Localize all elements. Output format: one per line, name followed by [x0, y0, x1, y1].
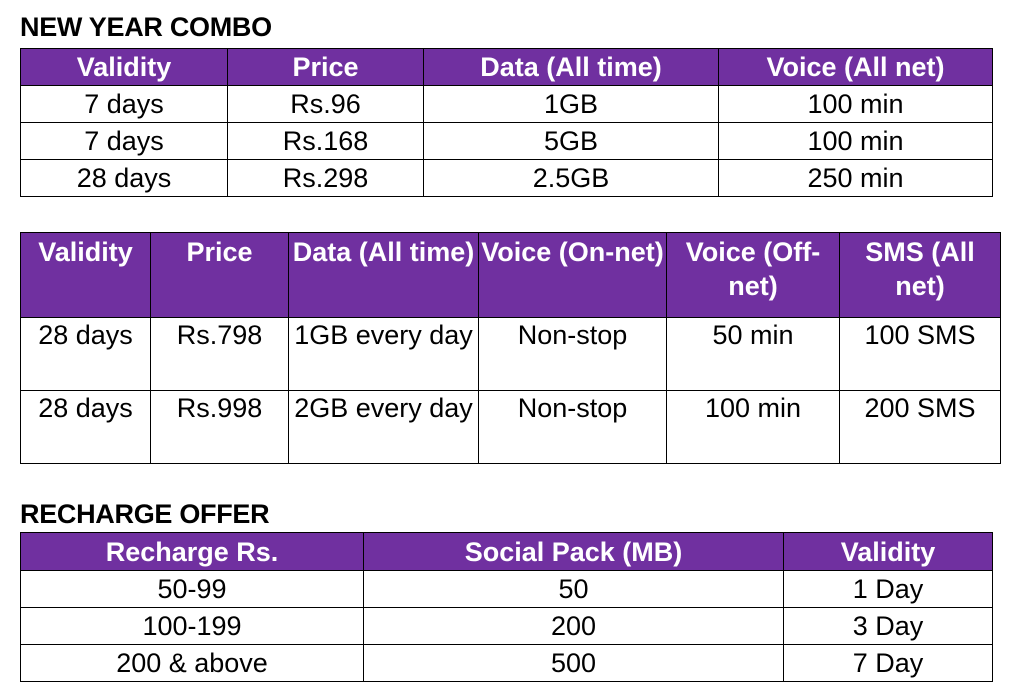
table-cell: Non-stop: [479, 391, 667, 464]
column-header: Validity: [21, 49, 228, 86]
column-header: Price: [151, 233, 289, 318]
table-header-row: [21, 533, 993, 571]
table-cell: Rs.298: [228, 160, 424, 197]
table-cell: 100 min: [667, 391, 840, 464]
table-cell: 250 min: [719, 160, 993, 197]
column-header: Voice (On-net): [479, 233, 667, 318]
column-header: Validity: [21, 233, 151, 318]
table-cell: 100 min: [719, 123, 993, 160]
table-header-row: [21, 233, 1001, 318]
table-cell: 3 Day: [784, 608, 993, 645]
column-header: SMS (All net): [840, 233, 1001, 318]
table-cell: 28 days: [21, 160, 228, 197]
table-cell: 100-199: [21, 608, 364, 645]
new-year-combo-table: [20, 48, 993, 197]
table-cell: 28 days: [21, 391, 151, 464]
table-cell: 5GB: [424, 123, 719, 160]
table-row: [21, 318, 1001, 391]
table-row: [21, 160, 993, 197]
table-cell: Rs.96: [228, 86, 424, 123]
column-header: Social Pack (MB): [364, 533, 784, 571]
column-header: Recharge Rs.: [21, 533, 364, 571]
column-header: Voice (All net): [719, 49, 993, 86]
new-year-combo-title: NEW YEAR COMBO: [20, 12, 272, 42]
table-cell: 1GB every day: [289, 318, 479, 391]
recharge-offer-table: [20, 532, 993, 682]
table-cell: Rs.998: [151, 391, 289, 464]
column-header: Data (All time): [424, 49, 719, 86]
table-cell: 50 min: [667, 318, 840, 391]
column-header: Voice (Off-net): [667, 233, 840, 318]
table-cell: 500: [364, 645, 784, 682]
table-cell: 1 Day: [784, 571, 993, 608]
table-cell: 2GB every day: [289, 391, 479, 464]
table-cell: Non-stop: [479, 318, 667, 391]
table-row: [21, 391, 1001, 464]
table-row: [21, 608, 993, 645]
table-cell: 50: [364, 571, 784, 608]
table-cell: Rs.168: [228, 123, 424, 160]
table-row: [21, 645, 993, 682]
plans-table: [20, 232, 1001, 464]
column-header: Data (All time): [289, 233, 479, 318]
table-row: [21, 571, 993, 608]
table-row: [21, 86, 993, 123]
table-cell: 28 days: [21, 318, 151, 391]
table-cell: 1GB: [424, 86, 719, 123]
table-cell: 100 min: [719, 86, 993, 123]
table-cell: 200: [364, 608, 784, 645]
table-cell: 200 SMS: [840, 391, 1001, 464]
table-cell: 7 days: [21, 86, 228, 123]
table-cell: 7 Day: [784, 645, 993, 682]
table-row: [21, 123, 993, 160]
table-cell: 2.5GB: [424, 160, 719, 197]
table-cell: 7 days: [21, 123, 228, 160]
table-header-row: [21, 49, 993, 86]
table-cell: 200 & above: [21, 645, 364, 682]
column-header: Validity: [784, 533, 993, 571]
table-cell: 50-99: [21, 571, 364, 608]
table-cell: 100 SMS: [840, 318, 1001, 391]
table-cell: Rs.798: [151, 318, 289, 391]
recharge-offer-title: RECHARGE OFFER: [20, 499, 270, 529]
column-header: Price: [228, 49, 424, 86]
